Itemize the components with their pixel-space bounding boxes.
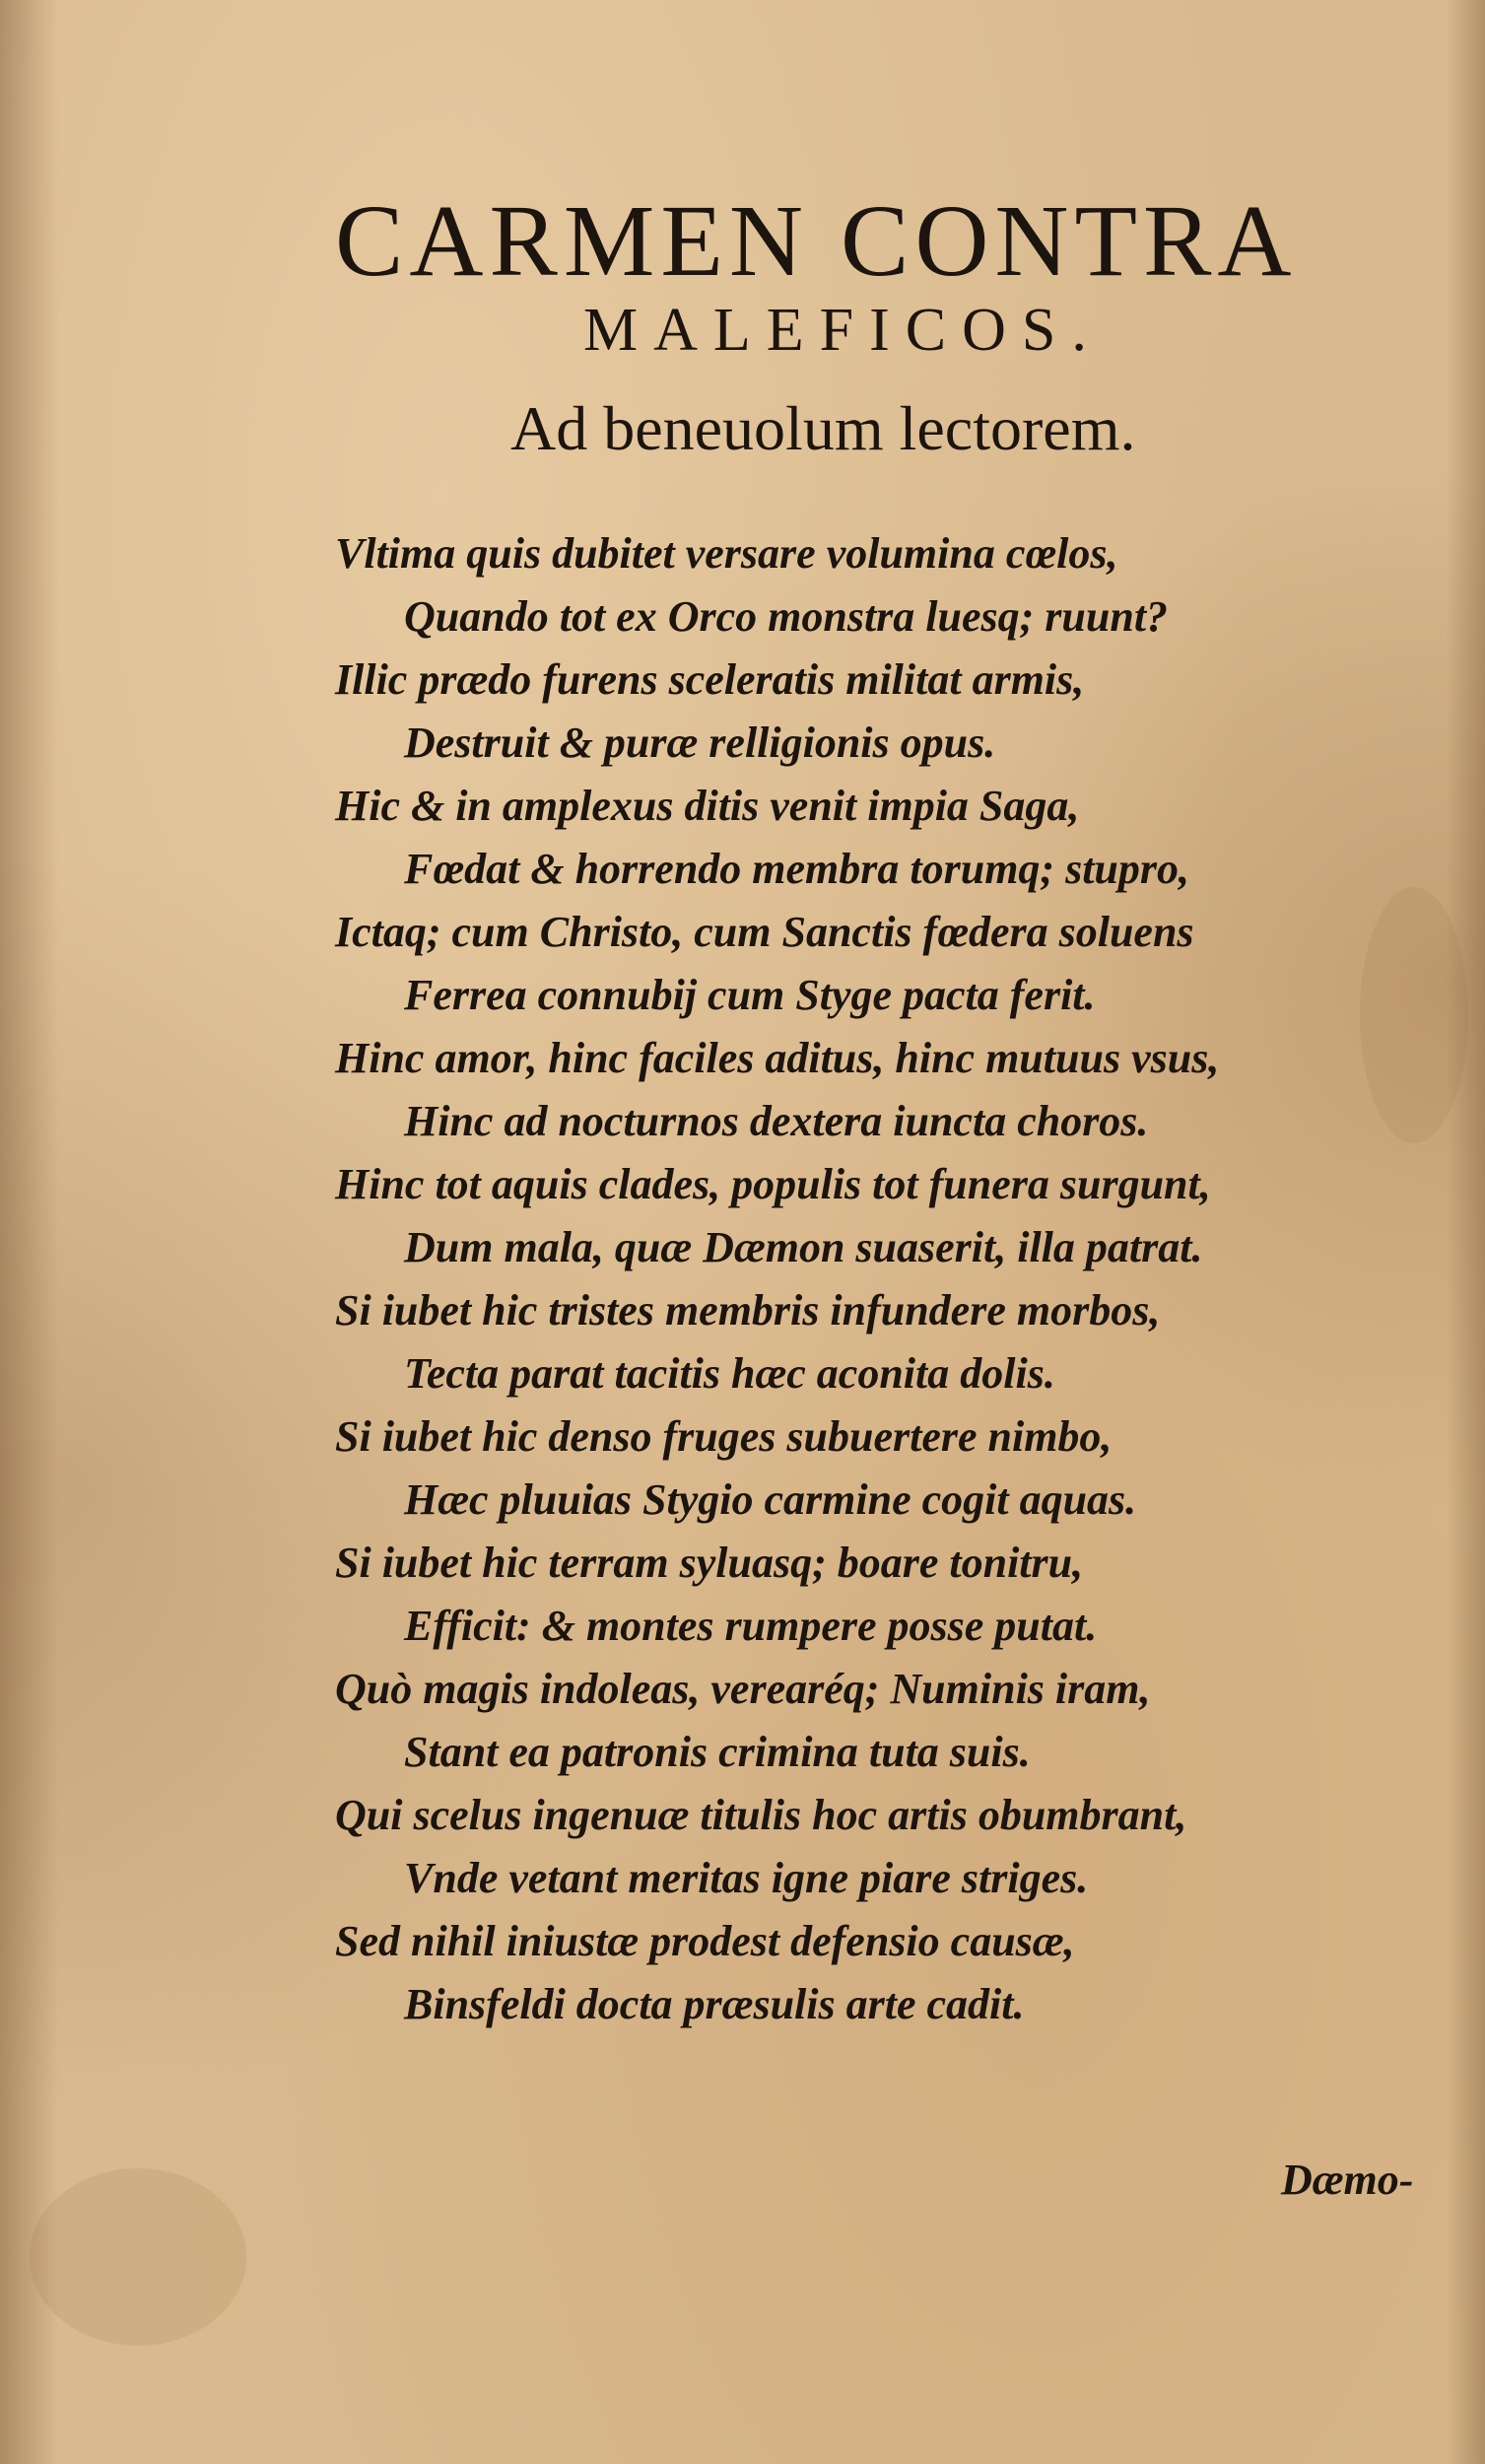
gutter-shadow: [0, 0, 59, 2464]
poem-verse: Binsfeldi docta præsulis arte cadit.: [404, 1980, 1025, 2028]
poem-verse: Ferrea connubij cum Styge pacta ferit.: [404, 971, 1096, 1019]
poem-verse: Hæc pluuias Stygio carmine cogit aquas.: [404, 1475, 1137, 1524]
poem-verse: Hinc ad nocturnos dextera iuncta choros.: [404, 1097, 1149, 1145]
poem-verse: Ictaq; cum Christo, cum Sanctis fœdera soluens: [335, 908, 1194, 956]
poem-verse: Si iubet hic denso fruges subuertere nimbo,: [335, 1412, 1113, 1461]
poem-verse: Tecta parat tacitis hæc aconita dolis.: [404, 1349, 1055, 1398]
poem-verse: Hinc amor, hinc faciles aditus, hinc mutuus vsus,: [335, 1034, 1220, 1082]
poem-verse: Quando tot ex Orco monstra luesq; ruunt?: [404, 592, 1169, 641]
page-title: CARMEN CONTRA: [335, 184, 1298, 298]
poem-verse: Efficit: & montes rumpere posse putat.: [404, 1602, 1098, 1650]
poem-verse: Si iubet hic tristes membris infundere morbos,: [335, 1286, 1161, 1335]
dedication-heading: Ad beneuolum lectorem.: [510, 393, 1136, 463]
page-title-second-line: MALEFICOS.: [583, 297, 1103, 364]
poem-verse: Hinc tot aquis clades, populis tot funera surgunt,: [335, 1160, 1211, 1208]
poem-verse: Destruit & puræ relligionis opus.: [404, 719, 996, 767]
poem-verse: Illic prædo furens sceleratis militat armis,: [335, 655, 1085, 704]
poem-verse: Vltima quis dubitet versare volumina cœlos,: [335, 529, 1118, 578]
poem-verse: Qui scelus ingenuæ titulis hoc artis obumbrant,: [335, 1791, 1187, 1839]
poem-verse: Si iubet hic terram syluasq; boare tonitru,: [335, 1539, 1084, 1587]
poem: [335, 522, 1449, 2036]
poem-verse: Fœdat & horrendo membra torumq; stupro,: [404, 845, 1190, 893]
poem-verse: Dum mala, quæ Dæmon suaserit, illa patrat.: [404, 1223, 1203, 1271]
paper-stain: [30, 2168, 246, 2346]
page-edge-shadow: [1446, 0, 1485, 2464]
poem-verse: Vnde vetant meritas igne piare striges.: [404, 1854, 1089, 1902]
poem-verse: Sed nihil iniustæ prodest defensio causæ,: [335, 1917, 1075, 1965]
title-block: [335, 184, 1458, 365]
poem-verse: Stant ea patronis crimina tuta suis.: [404, 1728, 1031, 1776]
catchword: Dæmo-: [1281, 2156, 1414, 2204]
poem-verse: Hic & in amplexus ditis venit impia Saga,: [335, 782, 1080, 830]
poem-verse: Quò magis indoleas, verearéq; Numinis iram,: [335, 1665, 1151, 1713]
